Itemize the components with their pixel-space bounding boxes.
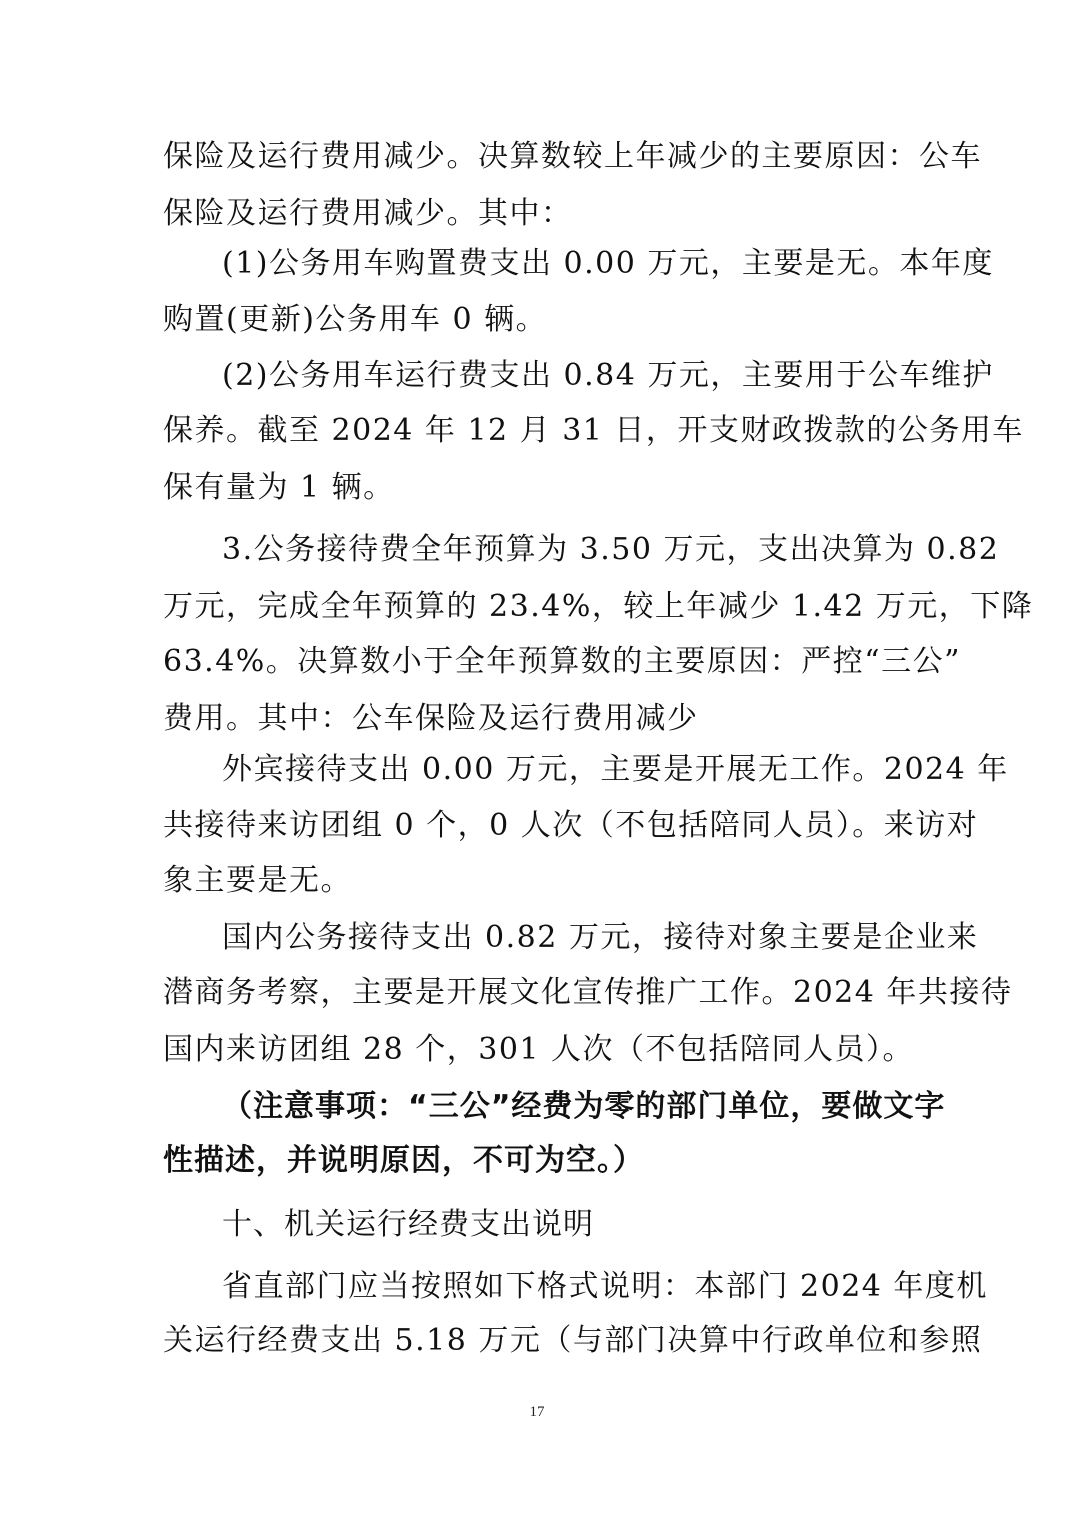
paragraph-line: 象主要是无。 (163, 863, 352, 898)
paragraph-line: 3.公务接待费全年预算为 3.50 万元，支出决算为 0.82 (222, 532, 1000, 567)
paragraph-line: 潜商务考察，主要是开展文化宣传推广工作。2024 年共接待 (163, 975, 1013, 1010)
section-heading: 十、机关运行经费支出说明 (222, 1207, 594, 1242)
paragraph-line: 保养。截至 2024 年 12 月 31 日，开支财政拨款的公务用车 (163, 413, 1024, 448)
paragraph-line: 购置(更新)公务用车 0 辆。 (163, 302, 548, 337)
paragraph-line: 国内公务接待支出 0.82 万元，接待对象主要是企业来 (222, 920, 979, 955)
paragraph-line: 万元，完成全年预算的 23.4%，较上年减少 1.42 万元，下降 (163, 589, 1034, 624)
paragraph-line: (2)公务用车运行费支出 0.84 万元，主要用于公车维护 (222, 358, 994, 393)
paragraph-line: (1)公务用车购置费支出 0.00 万元，主要是无。本年度 (222, 246, 994, 281)
paragraph-line: 保险及运行费用减少。其中： (163, 196, 573, 231)
paragraph-line: 外宾接待支出 0.00 万元，主要是开展无工作。2024 年 (222, 752, 1009, 787)
page-number: 17 (529, 1404, 545, 1420)
paragraph-line: 保有量为 1 辆。 (163, 470, 395, 505)
note-line: 性描述，并说明原因，不可为空。） (163, 1143, 644, 1178)
note-line: （注意事项：“三公”经费为零的部门单位，要做文字 (222, 1089, 946, 1124)
paragraph-line: 省直部门应当按照如下格式说明：本部门 2024 年度机 (222, 1269, 988, 1304)
paragraph-line: 保险及运行费用减少。决算数较上年减少的主要原因：公车 (163, 139, 982, 174)
paragraph-line: 费用。其中：公车保险及运行费用减少 (163, 701, 699, 736)
paragraph-line: 国内来访团组 28 个，301 人次（不包括陪同人员）。 (163, 1032, 915, 1067)
paragraph-line: 关运行经费支出 5.18 万元（与部门决算中行政单位和参照 (163, 1323, 983, 1358)
paragraph-line: 共接待来访团组 0 个，0 人次（不包括陪同人员）。来访对 (163, 808, 979, 843)
paragraph-line: 63.4%。决算数小于全年预算数的主要原因：严控“三公” (163, 644, 961, 679)
